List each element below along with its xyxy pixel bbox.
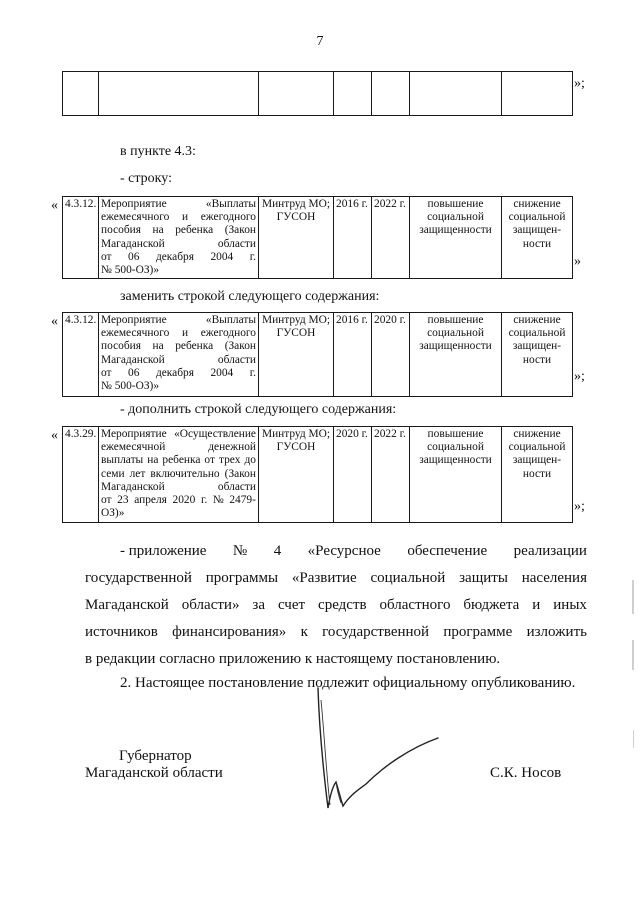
paragraph-word: средств — [318, 597, 367, 613]
description-word: ежемесячного — [101, 211, 170, 224]
section-point-text: в пункте 4.3: — [120, 144, 196, 159]
paragraph-word: «Ресурсное — [307, 543, 381, 559]
paragraph-word: бюджета — [463, 597, 520, 613]
paragraph-word: программы — [205, 570, 279, 586]
paragraph-word: защиты — [459, 570, 508, 586]
paragraph-word: № — [232, 543, 248, 559]
signatory-name: С.К. Носов — [490, 765, 562, 781]
paragraph-word: - приложение — [120, 543, 207, 559]
description-word: трех — [218, 454, 241, 467]
description-word: области — [217, 480, 256, 493]
paragraph-word: Магаданской — [85, 597, 169, 613]
paragraph-word: реализации — [513, 543, 587, 559]
paragraph-word: источников — [85, 624, 158, 640]
description-word: на — [152, 340, 164, 353]
signatory-title-line2: Магаданской области — [85, 765, 223, 781]
publication-paragraph: 2. Настоящее постановление подлежит официальному опубликованию. — [120, 675, 576, 691]
row-result: повышение социальной защищенности — [410, 313, 502, 397]
instruction-row-text: - строку: — [120, 171, 172, 186]
description-word: (Закон — [224, 340, 256, 353]
description-word: области — [217, 353, 256, 366]
description-word: пособия — [101, 224, 141, 237]
row-number: 4.3.12. — [63, 197, 99, 279]
row-year-end: 2020 г. — [372, 313, 410, 397]
row-executor: Минтруд МО; ГУСОН — [259, 313, 334, 397]
paragraph-word: социальной — [370, 570, 446, 586]
paragraph-word: к — [300, 624, 308, 640]
description-word: декабря — [155, 366, 194, 379]
description-word: «Осуществление — [174, 428, 256, 440]
description-word: Магаданской — [101, 353, 165, 366]
row-year-start: 2016 г. — [334, 313, 372, 397]
description-word: области — [217, 237, 256, 250]
closing-quote: »; — [574, 76, 585, 91]
description-word: 2004 — [210, 366, 234, 379]
description-word: г. — [249, 366, 256, 379]
row-executor: Минтруд МО; ГУСОН — [259, 427, 334, 523]
description-word: ежемесячного — [101, 327, 170, 340]
paragraph-line: в редакции согласно приложению к настоящему постановлению. — [85, 651, 501, 667]
description-word: декабря — [155, 250, 194, 263]
scan-edge-mark — [632, 640, 634, 670]
description-word: 2004 — [210, 250, 234, 263]
description-word: (Закон — [224, 224, 256, 237]
description-word: № — [212, 494, 224, 507]
paragraph-word: государственной — [322, 624, 430, 640]
description-word: Мероприятие — [101, 314, 167, 326]
paragraph-word: государственной — [85, 570, 192, 586]
paragraph-word: «Развитие — [291, 570, 357, 586]
description-word: 2479- — [229, 494, 256, 507]
open-quote: « — [51, 428, 58, 443]
signatory-title-line1: Губернатор — [119, 748, 192, 764]
description-word: и — [181, 327, 189, 340]
row-result: повышение социальной защищенности — [410, 427, 502, 523]
paragraph-word: областного — [379, 597, 451, 613]
description-word: 06 — [128, 250, 140, 263]
close-quote: »; — [574, 499, 585, 514]
paragraph-word: 4 — [273, 543, 282, 559]
description-word: ежегодного — [200, 327, 256, 340]
description-word: ежемесячной — [101, 441, 166, 454]
row-executor: Минтруд МО; ГУСОН — [259, 197, 334, 279]
instruction-add-text: - дополнить строкой следующего содержания: — [120, 402, 397, 417]
paragraph-word: и — [532, 597, 541, 613]
description-word: включительно — [150, 467, 220, 480]
paragraph-word: программе — [443, 624, 513, 640]
description-word: от — [101, 366, 112, 379]
description-word: (Закон — [224, 467, 256, 480]
description-word: от — [101, 494, 112, 507]
description-word: 23 — [117, 494, 129, 507]
description-word: денежной — [208, 441, 256, 454]
row-risk: снижение социальной защищен-ности — [502, 197, 573, 279]
paragraph-word: финансирования» — [172, 624, 287, 640]
description-word: Магаданской — [101, 480, 165, 493]
close-quote: »; — [574, 369, 585, 384]
description-word: ребенка — [175, 224, 214, 237]
row-year-start: 2016 г. — [334, 197, 372, 279]
description-word: 2020 — [172, 494, 196, 507]
description-word: № 500-ОЗ)» — [101, 380, 160, 393]
row-number: 4.3.12. — [63, 313, 99, 397]
description-word: от — [204, 454, 215, 467]
paragraph-word: за — [252, 597, 265, 613]
description-word: семи — [101, 467, 125, 480]
paragraph-word: иных — [553, 597, 587, 613]
row-year-end: 2022 г. — [372, 197, 410, 279]
paragraph-word: населения — [521, 570, 587, 586]
row-year-start: 2020 г. — [334, 427, 372, 523]
row-risk: снижение социальной защищен-ности — [502, 427, 573, 523]
description-word: г. — [200, 494, 208, 507]
description-word: г. — [249, 250, 256, 263]
description-word: «Выплаты — [205, 314, 256, 326]
description-word: лет — [129, 467, 146, 480]
paragraph-word: счет — [277, 597, 306, 613]
open-quote: « — [51, 314, 58, 329]
scan-edge-mark — [633, 730, 634, 748]
paragraph-word: обеспечение — [407, 543, 488, 559]
description-word: Магаданской — [101, 237, 165, 250]
description-word: Мероприятие — [101, 198, 167, 210]
close-quote: » — [574, 254, 581, 269]
description-word: апреля — [134, 494, 167, 507]
row-result: повышение социальной защищенности — [410, 197, 502, 279]
description-word: ОЗ)» — [101, 507, 125, 520]
description-word: выплаты — [101, 454, 144, 467]
row-year-end: 2022 г. — [372, 427, 410, 523]
row-number: 4.3.29. — [63, 427, 99, 523]
description-word: ребенка — [162, 454, 201, 467]
description-word: 06 — [128, 366, 140, 379]
description-word: пособия — [101, 340, 141, 353]
description-word: на — [147, 454, 159, 467]
description-word: «Выплаты — [205, 198, 256, 210]
description-word: № 500-ОЗ)» — [101, 264, 160, 277]
open-quote: « — [51, 198, 58, 213]
description-word: на — [152, 224, 164, 237]
instruction-replace-text: заменить строкой следующего содержания: — [120, 289, 380, 304]
description-word: до — [244, 454, 256, 467]
description-word: ежегодного — [200, 211, 256, 224]
scan-edge-mark — [632, 580, 634, 614]
description-word: ребенка — [175, 340, 214, 353]
description-word: Мероприятие — [101, 428, 167, 440]
paragraph-word: области» — [181, 597, 240, 613]
description-word: от — [101, 250, 112, 263]
row-risk: снижение социальной защищен-ности — [502, 313, 573, 397]
description-word: и — [181, 211, 189, 224]
page-number: 7 — [316, 34, 324, 49]
paragraph-word: изложить — [526, 624, 587, 640]
